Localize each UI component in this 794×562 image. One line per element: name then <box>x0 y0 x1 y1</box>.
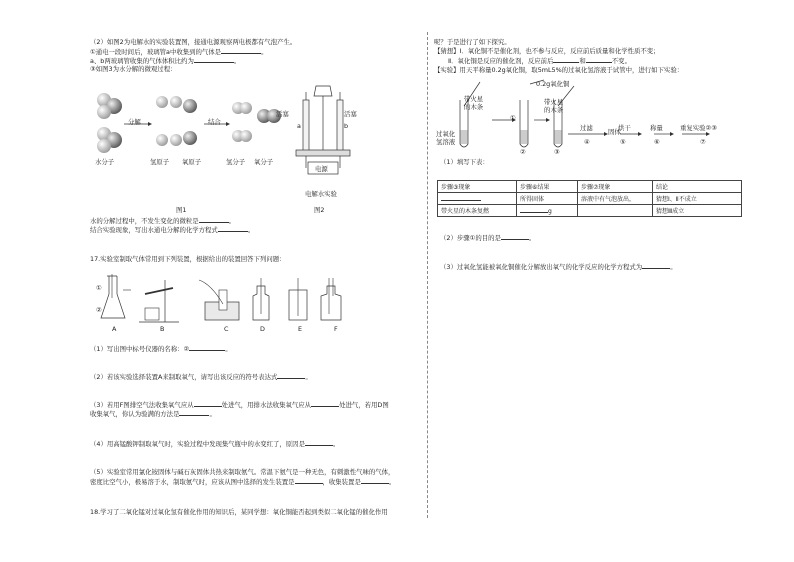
table-cell: 溶液中有气泡放出， <box>578 193 653 205</box>
label-hydrogen-atom: 氢原子 <box>150 158 170 166</box>
apparatus-b-heating <box>139 280 179 322</box>
apparatus-e-bottle <box>289 278 307 320</box>
figure-1-molecules <box>90 82 290 202</box>
step-6: ⑥ <box>654 138 660 146</box>
weigh-label: 称量 <box>650 124 663 132</box>
apparatus-f-bottle <box>321 278 341 320</box>
answer-blank[interactable] <box>553 56 579 63</box>
table-header: 步骤⑥结果 <box>517 181 578 193</box>
apparatus-figures <box>95 274 355 332</box>
apparatus-label-c: C <box>224 325 229 333</box>
apparatus-label-b: B <box>160 325 165 333</box>
figure-2-caption: 图2 <box>314 206 325 214</box>
answer-blank[interactable] <box>305 439 333 446</box>
answer-blank[interactable] <box>194 56 234 63</box>
repeat-label: 重复实验②③ <box>680 124 718 132</box>
apparatus-a-flask <box>101 274 131 318</box>
step-5: ⑤ <box>620 138 626 146</box>
tube-b-label: b <box>344 122 349 130</box>
answer-blank[interactable] <box>311 400 339 407</box>
column-divider <box>427 32 428 518</box>
cuo-label: 0.2g氧化铜 <box>536 80 570 88</box>
q17-part3-line1: （3）若用F图排空气法收集氧气应从 处进气，用排水法收集氧气应从 处进气，若用D图 <box>90 401 389 409</box>
splint-label-1: 带火星 的木条 <box>464 95 484 111</box>
figure-2-title: 电解水实验 <box>305 190 337 198</box>
q17-part5-line1: （5）实验室常用氯化铵固体与碱石灰固体共热来制取氨气。常温下氨气是一种无色，有刺激性气味的气体， <box>90 468 395 476</box>
answer-blank[interactable] <box>501 233 529 240</box>
experiment-flow-diagram <box>434 78 764 158</box>
tube-a-label: a <box>297 122 301 130</box>
answer-blank[interactable] <box>441 194 481 201</box>
q17-part4: （4）用高锰酸钾制取氧气时，实验过程中发现集气瓶中的水变红了，原因是 。 <box>90 440 340 448</box>
apparatus-mark-1: ① <box>96 284 102 292</box>
power-label: 电源 <box>315 165 328 173</box>
table-cell: 带火星的木条复燃 <box>438 205 517 217</box>
piston-right-label: 活塞 <box>344 110 357 118</box>
q16-part2: a、b两玻璃管收集的气体体积比约为 。 <box>90 57 241 65</box>
figure-2-electrolysis <box>288 82 358 192</box>
results-table <box>437 180 742 217</box>
answer-blank[interactable] <box>179 409 209 416</box>
table-cell <box>578 205 653 217</box>
apparatus-c-trough <box>199 280 239 320</box>
answer-blank[interactable] <box>277 372 305 379</box>
test-tube-2 <box>520 80 544 147</box>
answer-blank[interactable] <box>221 47 261 54</box>
tube-b <box>337 100 343 152</box>
answer-blank[interactable] <box>199 216 229 223</box>
water-molecules <box>97 93 122 153</box>
piston-left-label: 活塞 <box>276 110 289 118</box>
right-line-3: Ⅱ．氧化铜是反应的催化剂，反应前后 和 不变。 <box>448 57 631 65</box>
apparatus-label-f: F <box>334 325 338 333</box>
arrow-label-decompose: 分解 <box>128 118 141 126</box>
step-7: ⑦ <box>700 138 706 146</box>
table-header: 结论 <box>653 181 742 193</box>
figure-1-caption: 图1 <box>176 206 187 214</box>
test-tube-3 <box>554 86 574 147</box>
step-1: ① <box>510 114 516 122</box>
test-tube-1 <box>460 82 480 147</box>
q18-part1: （1）填写下表： <box>440 158 489 166</box>
q16-part4: 水的分解过程中，不发生变化的微粒是 。 <box>90 217 236 225</box>
filter-label: 过滤 <box>580 124 593 132</box>
answer-blank[interactable] <box>218 225 248 232</box>
tube-a <box>303 100 309 152</box>
right-line-1: 呢？于是进行了如下探究。 <box>434 38 511 46</box>
q16-part1: ①通电一段时间后，玻璃管a中收集到的气体是 。 <box>90 48 268 56</box>
right-line-2: 【猜想】Ⅰ．氧化铜不是催化剂，也不参与反应，反应前后质量和化学性质不变； <box>434 47 660 55</box>
h2o2-label: 过氧化 氢溶液 <box>436 130 456 146</box>
table-row <box>438 193 742 205</box>
oxygen-atoms <box>183 99 197 145</box>
table-header: 步骤③现象 <box>438 181 517 193</box>
label-water-molecule: 水分子 <box>95 158 115 166</box>
step-3: ③ <box>554 148 560 156</box>
table-cell: 所得固体 <box>517 193 578 205</box>
q17-part1: （1）写出图中标号仪器的名称：② 。 <box>90 345 232 353</box>
apparatus-label-d: D <box>260 325 265 333</box>
hydrogen-molecules <box>232 102 252 142</box>
answer-blank[interactable] <box>295 477 323 484</box>
q16-part3: ③如图3为水分解的微观过程： <box>90 65 177 73</box>
answer-blank[interactable] <box>194 400 222 407</box>
apparatus-label-e: E <box>298 325 303 333</box>
answer-blank[interactable] <box>189 344 225 351</box>
apparatus-label-a: A <box>112 325 117 333</box>
apparatus-mark-2: ② <box>96 306 102 314</box>
splint-label-2: 带火星 的木条 <box>544 98 564 114</box>
apparatus-d-bottle <box>253 278 269 320</box>
answer-blank[interactable] <box>361 477 389 484</box>
step-4: ④ <box>584 138 590 146</box>
table-cell[interactable]: g <box>517 205 578 217</box>
reservoir-bulb <box>314 86 332 96</box>
arrow-label-combine: 结合 <box>208 118 221 126</box>
hydrogen-atoms <box>156 96 182 146</box>
q18-intro: 18.学习了二氧化锰对过氧化氢有催化作用的知识后，某同学想：氧化铜能否起到类似二氧化锰的催化作用 <box>90 508 388 516</box>
q17-part2: （2）若该实验选择装置A来制取氧气，请写出该反应的符号表达式 。 <box>90 373 312 381</box>
answer-blank[interactable] <box>586 56 612 63</box>
table-cell[interactable] <box>438 193 517 205</box>
dry-label: 烘干 <box>618 124 631 132</box>
solid-label: 固体 <box>608 128 621 136</box>
table-cell: 猜想Ⅲ成立 <box>653 205 742 217</box>
q17-part3-line2: 收集氧气，你认为验满的方法是 。 <box>90 410 216 418</box>
right-line-4: 【实验】用天平称量0.2g氧化铜，取5mL5%的过氧化氢溶液于试管中，进行如下实验： <box>434 66 684 74</box>
answer-blank[interactable] <box>520 206 548 213</box>
table-header: 步骤⑦现象 <box>578 181 653 193</box>
table-cell: 猜想Ⅰ、Ⅱ不成立 <box>653 193 742 205</box>
table-header-row <box>438 181 742 193</box>
q18-part3: （3）过氧化氢能被氧化铜催化分解放出氧气的化学反应的化学方程式为 。 <box>440 263 677 271</box>
answer-blank[interactable] <box>642 262 670 269</box>
base-connector <box>296 150 350 156</box>
table-row <box>438 205 742 217</box>
label-hydrogen-molecule: 氢分子 <box>226 158 246 166</box>
q17-title: 17.实验室制取气体常用到下列装置，根据给出的装置回答下列问题： <box>90 255 286 263</box>
q16-part5: 结合实验现象，写出水通电分解的化学方程式 。 <box>90 226 255 234</box>
label-oxygen-molecule: 氧分子 <box>254 158 274 166</box>
label-oxygen-atom: 氧原子 <box>182 158 202 166</box>
step-2: ② <box>520 148 526 156</box>
q17-part5-line2: 密度比空气小，极易溶于水，制取氨气时，应该从图中选择的发生装置是 ，收集装置是 。 <box>90 478 396 486</box>
q18-part2: （2）步骤①的目的是 。 <box>440 234 536 242</box>
q16-intro: （2）如图2为电解水的实验装置图，接通电源观察两电极都有气泡产生。 <box>90 38 297 46</box>
